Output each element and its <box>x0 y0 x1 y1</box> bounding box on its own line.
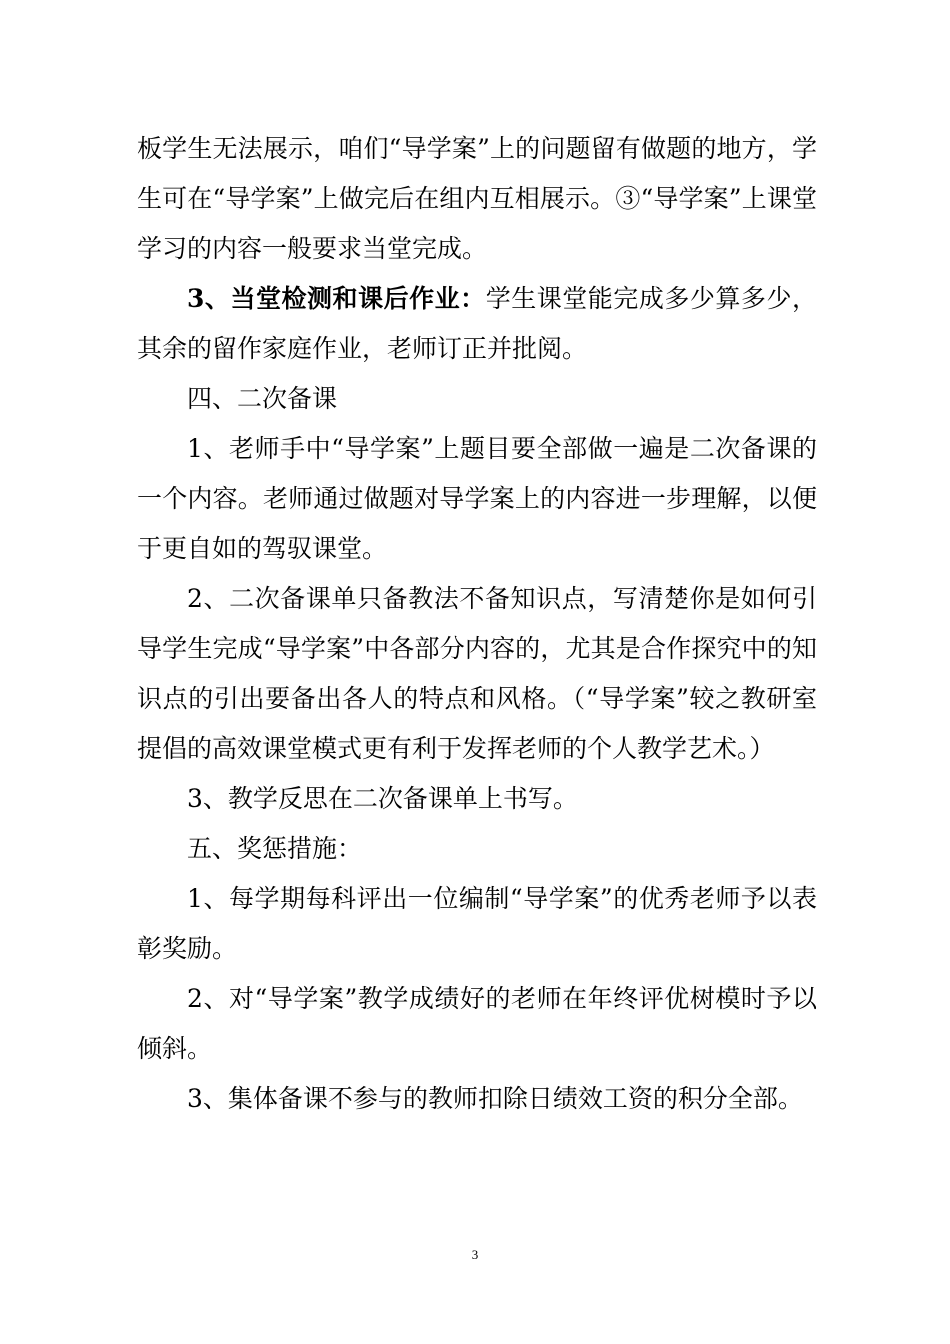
paragraph-continuation: 板学生无法展示，咱们“导学案”上的问题留有做题的地方，学生可在“导学案”上做完后在组内互相展示。③“导学案”上课堂学习的内容一般要求当堂完成。 <box>137 134 817 263</box>
document-body <box>137 124 817 1124</box>
paragraph-item-1: 1、老师手中“导学案”上题目要全部做一遍是二次备课的一个内容。老师通过做题对导学案上的内容进一步理解，以便于更自如的驾驭课堂。 <box>137 434 817 563</box>
paragraph-in-class-test <box>137 274 817 374</box>
paragraph-heading-bold: 3、当堂检测和课后作业： <box>187 284 486 313</box>
paragraph-item-3: 3、教学反思在二次备课单上书写。 <box>187 784 578 813</box>
paragraph-text: 学生课堂能完成多少算多少，其余的留作家庭作业，老师订正并批阅。 <box>137 284 817 363</box>
paragraph-reward-2: 2、对“导学案”教学成绩好的老师在年终评优树模时予以倾斜。 <box>137 984 817 1063</box>
page-number: 3 <box>471 1247 479 1262</box>
paragraph-reward-3: 3、集体备课不参与的教师扣除日绩效工资的积分全部。 <box>187 1084 803 1113</box>
paragraph-reward-1: 1、每学期每科评出一位编制“导学案”的优秀老师予以表彰奖励。 <box>137 884 817 963</box>
paragraph-item-2: 2、二次备课单只备教法不备知识点，写清楚你是如何引导学生完成“导学案”中各部分内容的，尤其是合作探究中的知识点的引出要备出各人的特点和风格。（“导学案”较之教研室提倡的高效课堂模式更有利于发挥老师的个人教学艺术。） <box>137 584 817 763</box>
section-heading-5: 五、奖惩措施： <box>187 834 363 863</box>
section-heading-4: 四、二次备课 <box>187 384 338 413</box>
